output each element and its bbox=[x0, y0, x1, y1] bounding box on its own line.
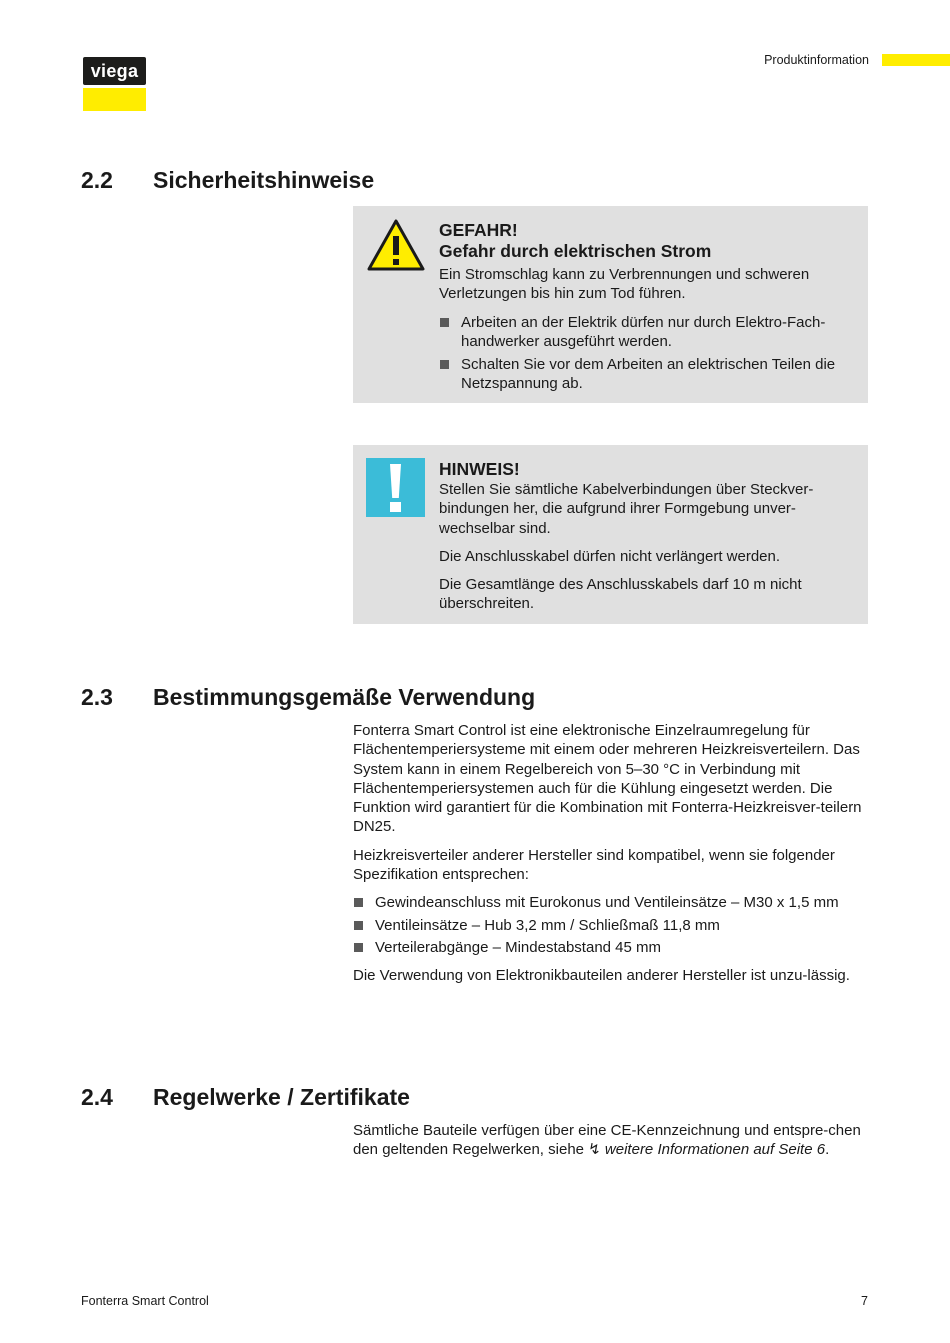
notice-box bbox=[353, 445, 868, 624]
section-title: Sicherheitshinweise bbox=[153, 167, 375, 193]
section-title: Bestimmungsgemäße Verwendung bbox=[153, 684, 536, 710]
list-item-text: Gewindeanschluss mit Eurokonus und Ventileinsätze – M30 x 1,5 mm bbox=[375, 894, 839, 912]
sentence-end: . bbox=[825, 1141, 830, 1159]
list-item bbox=[353, 893, 873, 912]
list-item bbox=[353, 916, 873, 935]
usage-text bbox=[353, 721, 873, 986]
page-number: 7 bbox=[861, 1294, 868, 1308]
warning-triangle-icon bbox=[366, 218, 426, 272]
paragraph: Heizkreisverteiler anderer Hersteller sind kompatibel, wenn sie folgender Spezifikation entsprechen: bbox=[353, 846, 835, 884]
usage-bullets bbox=[353, 893, 873, 957]
bullet-square-icon bbox=[354, 898, 363, 907]
paragraph bbox=[353, 1121, 873, 1160]
list-item-text: Schalten Sie vor dem Arbeiten an elektrischen Teilen die Netzspannung ab. bbox=[461, 356, 836, 393]
section-number: 2.4 bbox=[81, 1084, 113, 1110]
footer-document-title: Fonterra Smart Control bbox=[81, 1294, 209, 1308]
danger-box bbox=[353, 206, 868, 403]
danger-subtitle: Gefahr durch elektrischen Strom bbox=[439, 241, 712, 261]
header-yellow-bar bbox=[882, 54, 950, 66]
danger-text: Ein Stromschlag kann zu Verbrennungen und schweren Verletzungen bis hin zum Tod führen. bbox=[439, 266, 810, 303]
header-label: Produktinformation bbox=[764, 53, 869, 67]
list-item bbox=[439, 313, 856, 352]
notice-paragraph: Die Anschlusskabel dürfen nicht verlängert werden. bbox=[439, 547, 781, 565]
regulations-sentence: Sämtliche Bauteile verfügen über eine CE-Kennzeichnung und entspre-chen den geltenden Regelwerken, siehe bbox=[353, 1122, 861, 1159]
bullet-square-icon bbox=[354, 943, 363, 952]
cross-reference-link[interactable]: weitere Informationen auf Seite 6 bbox=[604, 1141, 826, 1159]
list-item bbox=[439, 355, 856, 394]
arrow-link-icon: ↯ bbox=[588, 1141, 601, 1159]
section-number: 2.2 bbox=[81, 167, 113, 193]
danger-bullets bbox=[439, 313, 856, 394]
danger-title: GEFAHR! bbox=[439, 220, 518, 240]
logo-yellow-bar bbox=[83, 88, 146, 111]
notice-paragraph: Die Gesamtlänge des Anschlusskabels darf 10 m nicht überschreiten. bbox=[439, 576, 802, 613]
exclamation-icon bbox=[366, 458, 425, 517]
section-number: 2.3 bbox=[81, 684, 113, 710]
list-item bbox=[353, 938, 873, 957]
paragraph: Fonterra Smart Control ist eine elektronische Einzelraumregelung für Flächentemperiersysteme mit einem oder mehreren Heizkreisverteilern. Das System kann in einem Regelbereich von 5–30 °C in Verbindung mit Flächentemperiersystemen auch für die Kühlung eingesetzt werden. Die Funktion wird garantiert für die Kombination mit Fonterra-Heizkreisver-teilern DN25. bbox=[353, 722, 862, 836]
list-item-text: Ventileinsätze – Hub 3,2 mm / Schließmaß 11,8 mm bbox=[375, 916, 720, 934]
notice-paragraph: Stellen Sie sämtliche Kabelverbindungen über Steckver-bindungen her, die aufgrund ihrer Formgebung unver-wechselbar sind. bbox=[439, 481, 814, 537]
bullet-square-icon bbox=[354, 921, 363, 930]
section-title: Regelwerke / Zertifikate bbox=[153, 1084, 410, 1110]
regulations-text bbox=[353, 1121, 873, 1160]
bullet-square-icon bbox=[440, 318, 449, 327]
list-item-text: Arbeiten an der Elektrik dürfen nur durch Elektro-Fach-handwerker ausgeführt werden. bbox=[461, 313, 826, 350]
paragraph: Die Verwendung von Elektronikbauteilen anderer Hersteller ist unzu-lässig. bbox=[353, 967, 850, 985]
logo-text: viega bbox=[90, 61, 139, 81]
bullet-square-icon bbox=[440, 360, 449, 369]
list-item-text: Verteilerabgänge – Mindestabstand 45 mm bbox=[375, 938, 662, 956]
notice-title: HINWEIS! bbox=[439, 459, 520, 479]
